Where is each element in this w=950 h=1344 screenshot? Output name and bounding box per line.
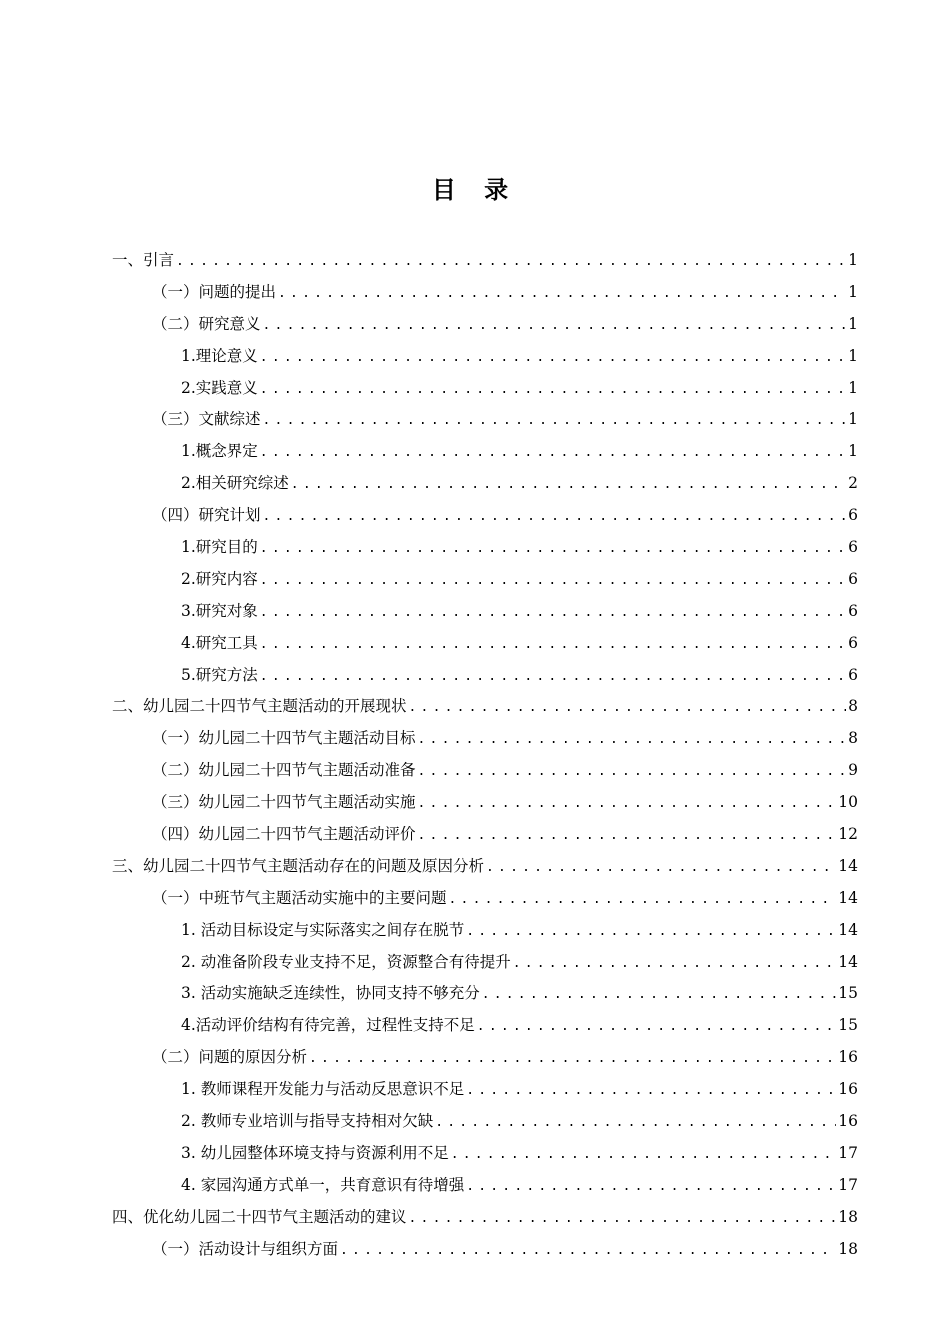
toc-entry[interactable] xyxy=(112,344,858,376)
toc-entry[interactable] xyxy=(112,1173,858,1205)
toc-dot-leader xyxy=(466,924,836,939)
toc-dot-leader xyxy=(260,605,846,620)
toc-dot-leader xyxy=(260,541,846,556)
toc-entry[interactable] xyxy=(112,407,858,439)
toc-dot-leader xyxy=(449,892,837,907)
toc-page-number: 10 xyxy=(838,793,858,812)
toc-entry[interactable] xyxy=(112,1077,858,1109)
toc-page-number: 16 xyxy=(838,1080,858,1099)
page-title: 目 录 xyxy=(431,176,519,204)
toc-entry[interactable] xyxy=(112,599,858,631)
toc-entry-title: （三）幼儿园二十四节气主题活动实施 xyxy=(152,793,416,812)
toc-entry-title: 2.研究内容 xyxy=(181,569,258,588)
toc-entry-title: （四）研究计划 xyxy=(152,506,261,525)
toc-dot-leader xyxy=(176,254,846,269)
toc-entry-title: （二）问题的原因分析 xyxy=(152,1048,308,1067)
toc-page-number: 14 xyxy=(838,952,858,971)
toc-entry-title: 1.概念界定 xyxy=(181,442,258,461)
toc-page-number: 6 xyxy=(848,665,858,684)
toc-entry-title: 2. 动准备阶段专业支持不足，资源整合有待提升 xyxy=(181,952,511,971)
toc-entry[interactable] xyxy=(112,1109,858,1141)
toc-page-number: 6 xyxy=(848,601,858,620)
toc-entry[interactable] xyxy=(112,1045,858,1077)
toc-dot-leader xyxy=(435,1115,836,1130)
toc-dot-leader xyxy=(409,1211,837,1226)
toc-dot-leader xyxy=(513,956,837,971)
toc-entry[interactable] xyxy=(112,854,858,886)
toc-entry[interactable] xyxy=(112,280,858,312)
toc-dot-leader xyxy=(418,764,846,779)
toc-page-number: 2 xyxy=(848,474,858,493)
toc-entry-title: 四、优化幼儿园二十四节气主题活动的建议 xyxy=(112,1207,407,1226)
toc-entry[interactable] xyxy=(112,503,858,535)
toc-page-number: 8 xyxy=(848,729,858,748)
toc-page-number: 16 xyxy=(838,1048,858,1067)
toc-page-number: 15 xyxy=(838,984,858,1003)
toc-page-number: 1 xyxy=(848,442,858,461)
toc-page-number: 1 xyxy=(848,346,858,365)
toc-entry-title: 1. 活动目标设定与实际落实之间存在脱节 xyxy=(181,920,465,939)
toc-page-number: 14 xyxy=(838,920,858,939)
toc-entry[interactable] xyxy=(112,248,858,280)
toc-page-number: 18 xyxy=(838,1207,858,1226)
toc-entry-title: 1.研究目的 xyxy=(181,538,258,557)
toc-entry-title: 1. 教师课程开发能力与活动反思意识不足 xyxy=(181,1080,465,1099)
toc-dot-leader xyxy=(263,318,846,333)
toc-entry[interactable] xyxy=(112,950,858,982)
toc-dot-leader xyxy=(340,1243,836,1258)
toc-dot-leader xyxy=(486,860,836,875)
toc-page-number: 9 xyxy=(848,761,858,780)
toc-page-number: 17 xyxy=(838,1175,858,1194)
toc-dot-leader xyxy=(263,413,846,428)
toc-entry-title: （一）问题的提出 xyxy=(152,282,277,301)
toc-entry-title: 4.研究工具 xyxy=(181,633,258,652)
toc-entry-title: （一）中班节气主题活动实施中的主要问题 xyxy=(152,888,447,907)
toc-page-number: 17 xyxy=(838,1143,858,1162)
toc-entry[interactable] xyxy=(112,822,858,854)
toc-dot-leader xyxy=(260,573,846,588)
toc-entry-title: 4. 家园沟通方式单一，共育意识有待增强 xyxy=(181,1175,465,1194)
toc-dot-leader xyxy=(291,477,846,492)
toc-page-number: 6 xyxy=(848,569,858,588)
toc-entry[interactable] xyxy=(112,312,858,344)
toc-entry[interactable] xyxy=(112,1141,858,1173)
toc-dot-leader xyxy=(477,1019,836,1034)
toc-entry-title: 2.实践意义 xyxy=(181,378,258,397)
toc-page-number: 15 xyxy=(838,1016,858,1035)
toc-entry[interactable] xyxy=(112,758,858,790)
toc-dot-leader xyxy=(409,700,846,715)
toc-entry[interactable] xyxy=(112,567,858,599)
toc-entry-title: 2.相关研究综述 xyxy=(181,474,289,493)
toc-dot-leader xyxy=(278,286,846,301)
toc-page-number: 6 xyxy=(848,538,858,557)
toc-dot-leader xyxy=(451,1147,837,1162)
toc-entry[interactable] xyxy=(112,663,858,695)
toc-entry[interactable] xyxy=(112,726,858,758)
toc-page-number: 14 xyxy=(838,856,858,875)
toc-dot-leader xyxy=(418,732,846,747)
toc-dot-leader xyxy=(418,796,837,811)
toc-page-number: 1 xyxy=(848,378,858,397)
toc-entry-title: （二）研究意义 xyxy=(152,314,261,333)
toc-entry[interactable] xyxy=(112,790,858,822)
toc-page-number: 1 xyxy=(848,251,858,269)
toc-page-number: 1 xyxy=(848,282,858,301)
toc-entry[interactable] xyxy=(112,376,858,408)
toc-dot-leader xyxy=(260,382,846,397)
toc-dot-leader xyxy=(482,987,837,1002)
toc-entry-title: 3.研究对象 xyxy=(181,601,258,620)
toc-entry[interactable] xyxy=(112,981,858,1013)
toc-page-number: 8 xyxy=(848,697,858,716)
toc-entry-title: （二）幼儿园二十四节气主题活动准备 xyxy=(152,761,416,780)
toc-dot-leader xyxy=(263,509,846,524)
toc-entry[interactable] xyxy=(112,1013,858,1045)
toc-dot-leader xyxy=(260,445,846,460)
table-of-contents xyxy=(112,248,858,1269)
toc-page-number: 6 xyxy=(848,633,858,652)
toc-entry-title: 2. 教师专业培训与指导支持相对欠缺 xyxy=(181,1112,434,1131)
toc-entry[interactable] xyxy=(112,631,858,663)
toc-entry-title: （一）活动设计与组织方面 xyxy=(152,1239,339,1258)
toc-entry[interactable] xyxy=(112,694,858,726)
toc-dot-leader xyxy=(309,1051,836,1066)
toc-entry-title: 5.研究方法 xyxy=(181,665,258,684)
toc-entry[interactable] xyxy=(112,1237,858,1269)
toc-entry-title: 二、幼儿园二十四节气主题活动的开展现状 xyxy=(112,697,407,716)
toc-entry[interactable] xyxy=(112,471,858,503)
toc-entry[interactable] xyxy=(112,886,858,918)
toc-entry[interactable] xyxy=(112,439,858,471)
toc-entry-title: 一、引言 xyxy=(112,251,175,269)
toc-entry-title: 三、幼儿园二十四节气主题活动存在的问题及原因分析 xyxy=(112,856,485,875)
toc-entry-title: 1.理论意义 xyxy=(181,346,258,365)
toc-page-number: 18 xyxy=(838,1239,858,1258)
toc-dot-leader xyxy=(418,828,837,843)
toc-dot-leader xyxy=(260,350,846,365)
toc-dot-leader xyxy=(466,1179,836,1194)
toc-dot-leader xyxy=(260,637,846,652)
toc-entry-title: （三）文献综述 xyxy=(152,410,261,429)
toc-entry[interactable] xyxy=(112,918,858,950)
toc-entry-title: 4.活动评价结构有待完善，过程性支持不足 xyxy=(181,1016,475,1035)
toc-dot-leader xyxy=(260,669,846,684)
toc-page-number: 1 xyxy=(848,314,858,333)
toc-entry-title: 3. 幼儿园整体环境支持与资源利用不足 xyxy=(181,1143,449,1162)
toc-page-number: 12 xyxy=(838,825,858,844)
toc-entry-title: （一）幼儿园二十四节气主题活动目标 xyxy=(152,729,416,748)
toc-page-number: 14 xyxy=(838,888,858,907)
toc-entry[interactable] xyxy=(112,535,858,567)
toc-entry[interactable] xyxy=(112,1205,858,1237)
toc-page-number: 1 xyxy=(848,410,858,429)
toc-page-number: 16 xyxy=(838,1112,858,1131)
toc-entry-title: 3. 活动实施缺乏连续性，协同支持不够充分 xyxy=(181,984,480,1003)
toc-dot-leader xyxy=(466,1083,836,1098)
toc-page-number: 6 xyxy=(848,506,858,525)
toc-entry-title: （四）幼儿园二十四节气主题活动评价 xyxy=(152,825,416,844)
